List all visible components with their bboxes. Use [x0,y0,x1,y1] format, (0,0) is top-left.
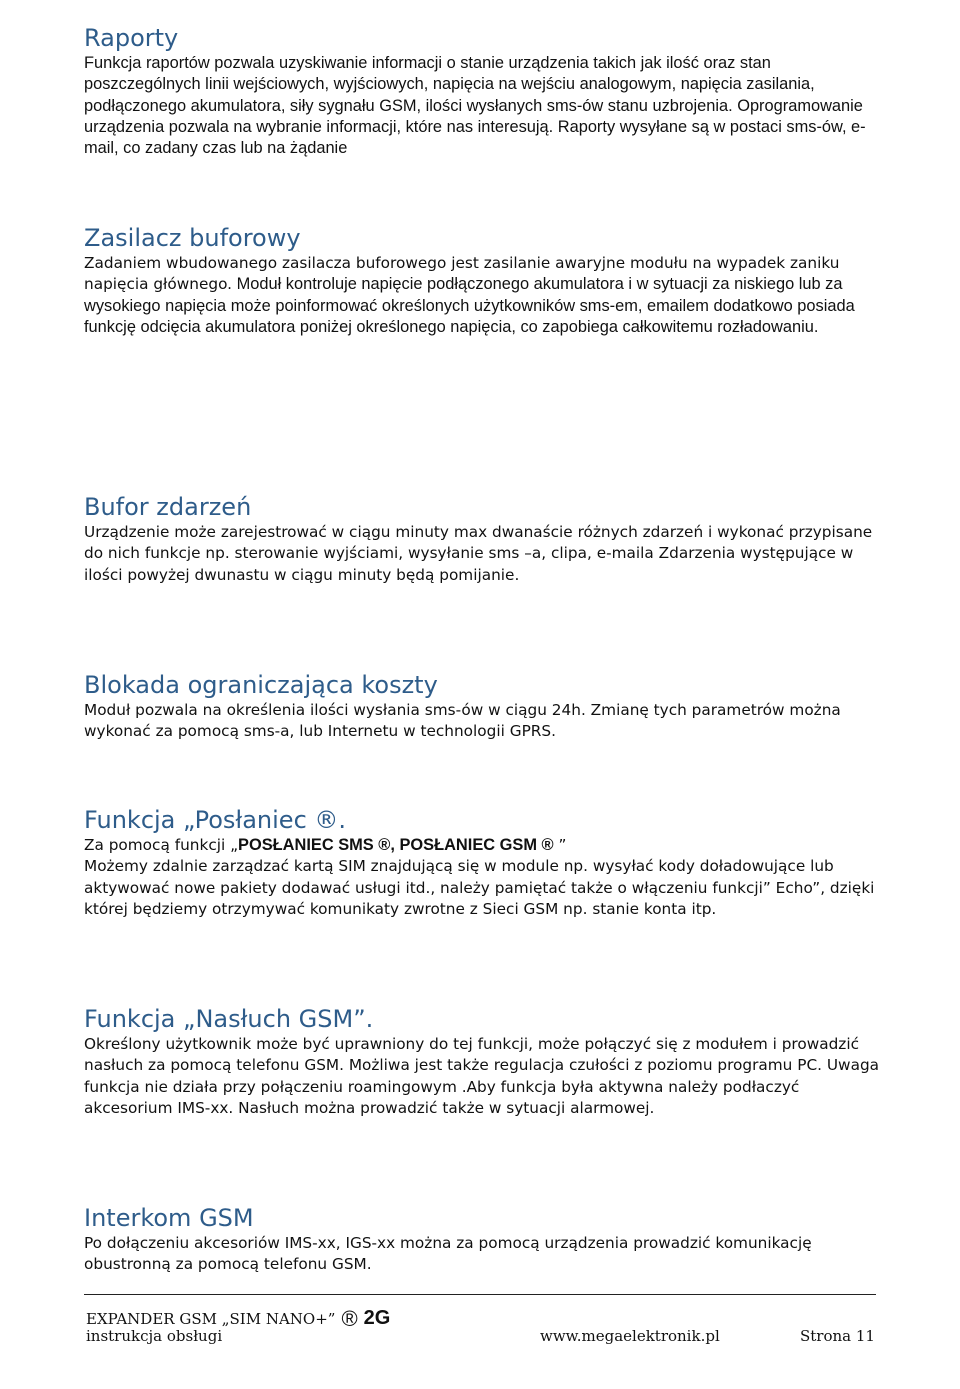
footer-manual: instrukcja obsługi [86,1327,223,1345]
section-blokada [84,670,884,743]
footer-generation: 2G [363,1307,391,1329]
section-nasluch [84,1004,884,1119]
footer-product-label: EXPANDER GSM „SIM NANO+” [86,1310,336,1328]
section-title-zasilacz: Zasilacz buforowy [84,224,301,252]
section-title-bufor: Bufor zdarzeń [84,493,252,521]
section-text-raporty [84,53,884,159]
poslaniec-suffix: ” [553,836,567,854]
poslaniec-bold: POSŁANIEC SMS ®, POSŁANIEC GSM ® [238,836,554,854]
section-title-interkom: Interkom GSM [84,1204,254,1232]
section-raporty [84,23,884,159]
raporty-body: Funkcja raportów pozwala uzyskiwanie informacji o stanie urządzenia takich jak ilość oraz stan poszczególnych linii wejściowych, wyjściowych, napięcia na wejściu analogowym, napięcia zasilania, podłączonego akumulatora, siły sygnału GSM, ilości wysłanych sms-ów stanu uzbrojenia. Oprogramowanie urządzenia pozwala na wybranie informacji, które nas interesują. Raporty wysyłane są w postaci sms-ów, e-mail, co zadany czas lub na żądanie [84,54,866,158]
zasilacz-body-b: Moduł kontroluje napięcie podłączonego akumulatora i w sytuacji za niskiego lub za wysokiego napięcia może poinformować określonych użytkowników sms-em, emailem dodatkowo posiada funkcję odcięcia akumulatora poniżej określonego napięcia, co zapobiega całkowitemu rozładowaniu. [84,275,855,336]
registered-mark: ® [341,1306,358,1331]
section-title-nasluch: Funkcja „Nasłuch GSM”. [84,1005,374,1033]
section-text-nasluch: Określony użytkownik może być uprawniony do tej funkcji, może połączyć się z modułem i prowadzić nasłuch za pomocą telefonu GSM. Możliwa jest także regulacja czułości z poziomu programu PC. Uwaga funkcja nie działa przy połączeniu roamingowym .Aby funkcja była aktywna należy podłaczyć akcesorium IMS-xx. Nasłuch można prowadzić także w sytuacji alarmowej. [84,1035,880,1117]
section-zasilacz [84,223,884,338]
section-text-zasilacz [84,253,884,338]
section-text-blokada: Moduł pozwala na określenia ilości wysłania sms-ów w ciągu 24h. Zmianę tych parametrów można wykonać za pomocą sms-a, lub Internetu w technologii GPRS. [84,701,841,741]
section-title-raporty: Raporty [84,24,179,52]
section-line-poslaniec [84,835,884,856]
poslaniec-prefix: Za pomocą funkcji „ [84,836,239,854]
section-text-interkom: Po dołączeniu akcesoriów IMS-xx, IGS-xx można za pomocą urządzenia prowadzić komunikację obustronną za pomocą telefonu GSM. [84,1234,812,1274]
zasilacz-body-a: Zadaniem wbudowanego zasilacza buforowego jest zasilanie awaryjne modułu na wypadek zaniku napięcia głównego. [84,254,840,294]
section-title-blokada: Blokada ograniczająca koszty [84,671,438,699]
footer-website[interactable]: www.megaelektronik.pl [540,1327,720,1345]
section-bufor [84,492,884,586]
section-interkom [84,1203,884,1276]
section-text-poslaniec: Możemy zdalnie zarządzać kartą SIM znajdującą się w module np. wysyłać kody doładowujące lub aktywować nowe pakiety dodawać usługi itd., należy pamiętać także o włączeniu funkcji” Echo”, dzięki której będziemy otrzymywać komunikaty zwrotne z Sieci GSM np. stanie konta itp. [84,857,875,918]
section-title-poslaniec: Funkcja „Posłaniec ®. [84,806,347,834]
footer-page-number: Strona 11 [800,1327,875,1345]
section-text-bufor: Urządzenie może zarejestrować w ciągu minuty max dwanaście różnych zdarzeń i wykonać przypisane do nich funkcje np. sterowanie wyjściami, wysyłanie sms –a, clipa, e-maila Zdarzenia występujące w ilości powyżej dwunastu w ciągu minuty będą pomijanie. [84,523,873,584]
section-poslaniec [84,805,884,920]
footer-divider [84,1294,876,1295]
